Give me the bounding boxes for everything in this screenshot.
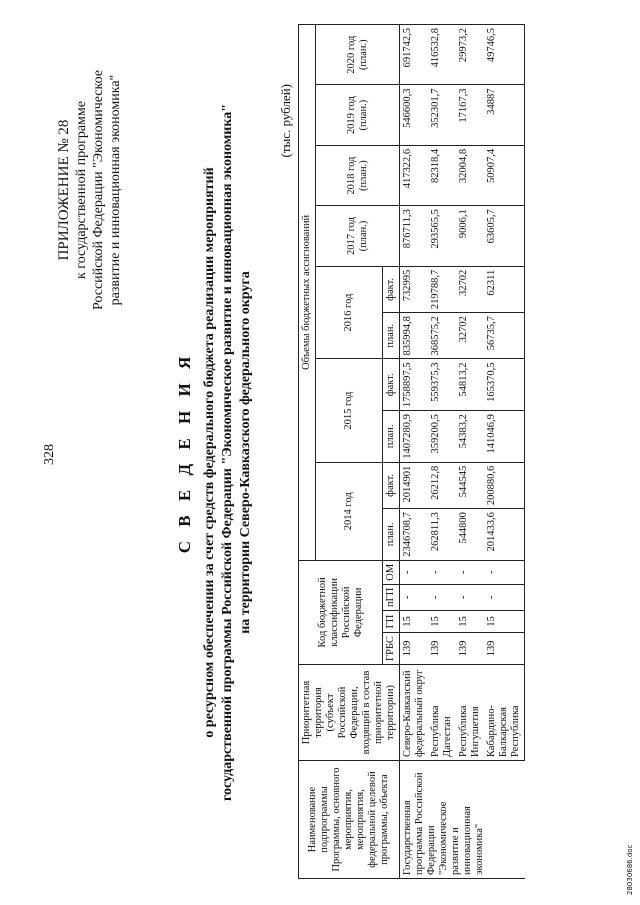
header-year-2018: 2018 год (план.) [316,145,400,205]
table-row [428,25,456,879]
document-title: С В Е Д Е Н И Я [175,351,194,554]
header-year-2015: 2015 год [316,359,383,462]
value-cell: 352301,7 [428,85,456,145]
code-om-cell: - [428,560,456,584]
code-gp-cell: 15 [484,611,525,633]
header-code-om: ОМ [383,560,400,584]
value-cell: 546600,3 [400,85,429,145]
value-cell: 34887 [484,85,525,145]
value-cell: 62311 [484,266,525,312]
value-cell: 559375,3 [428,359,456,411]
header-code-pgp: пГП [383,584,400,610]
value-cell: 544545 [456,462,484,508]
territory-cell: Республика Дагестан [428,665,456,761]
header-plan: план. [383,411,400,463]
value-cell: 26212,8 [428,462,456,508]
value-cell: 219788,7 [428,266,456,312]
value-cell: 691742,5 [400,25,429,85]
document-title-block [175,0,255,905]
value-cell: 293565,5 [428,206,456,266]
appendix-line: Российской Федерации "Экономическое [91,70,106,311]
header-year-2020: 2020 год (план.) [316,25,400,85]
territory-cell: Северо-Кавказский федеральный округ [400,665,429,761]
value-cell: 56735,7 [484,313,525,359]
file-footer: 28030686.doc [626,844,634,895]
value-cell: 32702 [456,266,484,312]
value-cell: 82318,4 [428,145,456,205]
value-cell: 416532,8 [428,25,456,85]
value-cell: 359200,5 [428,411,456,463]
table-row [400,25,429,879]
value-cell: 32004,8 [456,145,484,205]
header-year-2014: 2014 год [316,462,383,560]
value-cell: 9006,1 [456,206,484,266]
header-year-2019: 2019 год (план.) [316,85,400,145]
header-plan: план. [383,313,400,359]
value-cell: 49746,5 [484,25,525,85]
value-cell: 54383,2 [456,411,484,463]
value-cell: 1407280,9 [400,411,429,463]
units-label: (тыс. рублей) [278,84,293,158]
code-om-cell: - [456,560,484,584]
value-cell: 2346708,7 [400,509,429,561]
appendix-line: развитие и инновационная экономика" [108,74,123,306]
code-gp-cell: 15 [428,611,456,633]
value-cell: 200880,6 [484,462,525,508]
header-fact: факт. [383,266,400,312]
header-code-group: Код бюджетной классификации Российской Федерации [299,560,383,664]
appendix-line: к государственной программе [74,101,89,279]
header-territory: Приоритетная территория (субъект Российской Федерации, входящий в состав приоритетной территории) [299,665,400,761]
code-om-cell: - [400,560,429,584]
header-fact: факт. [383,359,400,411]
value-cell: 876711,3 [400,206,429,266]
appendix-block [56,70,124,310]
header-plan: план. [383,509,400,561]
document-subtitle [201,0,255,905]
territory-cell: Республика Ингушетия [456,665,484,761]
code-gp-cell: 15 [456,611,484,633]
value-cell: 1758897,5 [400,359,429,411]
header-fact: факт. [383,462,400,508]
value-cell: 63605,7 [484,206,525,266]
code-gp-cell: 15 [400,611,429,633]
code-pgp-cell: - [428,584,456,610]
budget-table [298,24,525,879]
value-cell: 165370,5 [484,359,525,411]
value-cell: 417322,6 [400,145,429,205]
code-pgp-cell: - [456,584,484,610]
value-cell: 544800 [456,509,484,561]
header-code-gp: ГП [383,611,400,633]
value-cell: 141046,9 [484,411,525,463]
value-cell: 29973,2 [456,25,484,85]
header-year-2017: 2017 год (план.) [316,206,400,266]
header-name: Наименование подпрограммы Программы, основного мероприятия, мероприятия, федеральной целевой программы, объекта [299,761,400,879]
code-om-cell: - [484,560,525,584]
subtitle-line: на территории Северо-Кавказского федерального округа [238,271,253,634]
value-cell: 54813,2 [456,359,484,411]
value-cell: 50907,4 [484,145,525,205]
header-year-2016: 2016 год [316,266,383,359]
subtitle-line: о ресурсном обеспечении за счет средств федерального бюджета реализации мероприятий [202,167,217,738]
value-cell: 32702 [456,313,484,359]
code-pgp-cell: - [400,584,429,610]
value-cell: 2014901 [400,462,429,508]
code-pgp-cell: - [484,584,525,610]
program-name-cell: Государственная программа Российской Федерации "Экономическое развитие и инновационная экономика" [400,761,525,879]
value-cell: 201433,6 [484,509,525,561]
value-cell: 17167,3 [456,85,484,145]
code-grbs-cell: 139 [456,633,484,665]
table-row [456,25,484,879]
code-grbs-cell: 139 [428,633,456,665]
appendix-title: ПРИЛОЖЕНИЕ № 28 [56,119,72,261]
value-cell: 262811,3 [428,509,456,561]
value-cell: 368575,2 [428,313,456,359]
table-row [484,25,525,879]
code-grbs-cell: 139 [400,633,429,665]
territory-cell: Кабардино-Балкарская Республика [484,665,525,761]
table-body [400,25,525,879]
value-cell: 835994,8 [400,313,429,359]
header-volumes-group: Объемы бюджетных ассигнований [299,25,316,561]
header-code-grbs: ГРБС [383,633,400,665]
value-cell: 732995 [400,266,429,312]
code-grbs-cell: 139 [484,633,525,665]
subtitle-line: государственной программы Российской Федерации "Экономическое развитие и инновационная экономика" [220,104,235,801]
page-number: 328 [42,444,57,465]
